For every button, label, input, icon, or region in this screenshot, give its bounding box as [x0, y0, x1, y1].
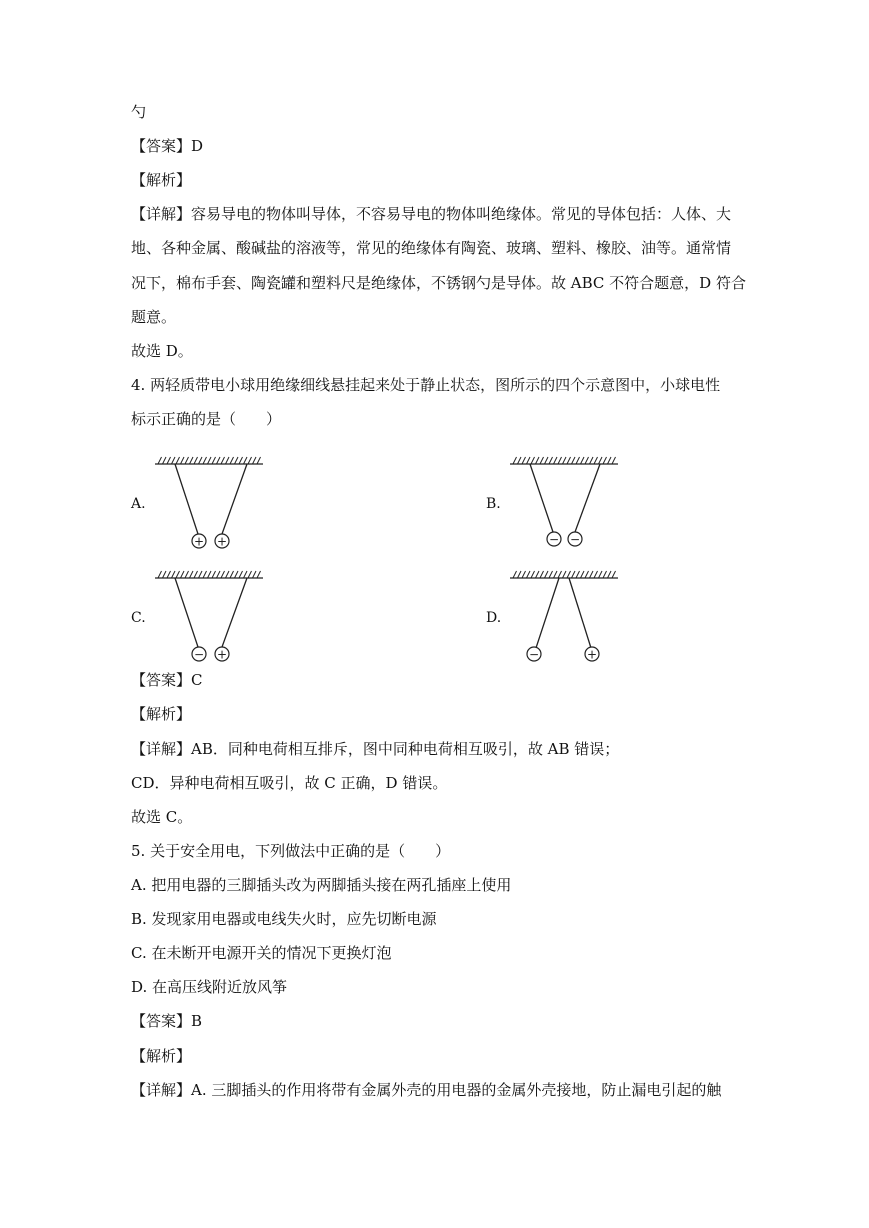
ceiling-hatch [513, 457, 616, 464]
text-line: 【答案】B [131, 1012, 203, 1030]
text-line: 【答案】C [131, 671, 203, 689]
figure-b [505, 452, 625, 552]
text-line: 【答案】D [131, 137, 204, 155]
ceiling-hatch [513, 571, 616, 578]
right-ball-sign: + [216, 534, 228, 549]
left-ball-sign: − [528, 647, 540, 662]
figure-a [150, 452, 270, 552]
ceiling-hatch [158, 457, 261, 464]
right-ball-sign: + [216, 647, 228, 662]
option-c-label: C. [131, 610, 146, 626]
right-ball-sign: − [569, 532, 581, 547]
text-line: 故选 D。 [131, 342, 193, 360]
left-ball-sign: − [548, 532, 560, 547]
text-line: 【解析】 [131, 705, 192, 723]
text-line: 【详解】容易导电的物体叫导体，不容易导电的物体叫绝缘体。常见的导体包括：人体、大 [131, 205, 732, 223]
text-line: C. 在未断开电源开关的情况下更换灯泡 [131, 944, 392, 962]
text-line: 况下，棉布手套、陶瓷罐和塑料尺是绝缘体，不锈钢勺是导体。故 ABC 不符合题意，D 符合 [131, 274, 746, 292]
text-line: 地、各种金属、酸碱盐的溶液等，常见的绝缘体有陶瓷、玻璃、塑料、橡胶、油等。通常情 [131, 239, 732, 257]
text-line: 故选 C。 [131, 808, 193, 826]
text-line: CD．异种电荷相互吸引，故 C 正确，D 错误。 [131, 774, 448, 792]
figure-d [505, 566, 625, 666]
text-line: 题意。 [131, 308, 177, 326]
text-line: 4. 两轻质带电小球用绝缘细线悬挂起来处于静止状态，图所示的四个示意图中，小球电性 [131, 376, 721, 394]
text-line: 【解析】 [131, 1047, 192, 1065]
left-ball-sign: − [193, 647, 205, 662]
ceiling-hatch [158, 571, 261, 578]
text-line: D. 在高压线附近放风筝 [131, 978, 288, 996]
text-line: 5. 关于安全用电，下列做法中正确的是（ ） [131, 842, 451, 860]
text-line: 【详解】A. 三脚插头的作用将带有金属外壳的用电器的金属外壳接地，防止漏电引起的触 [131, 1081, 722, 1099]
text-line: A. 把用电器的三脚插头改为两脚插头接在两孔插座上使用 [131, 876, 512, 894]
option-b-label: B. [486, 496, 501, 512]
left-ball-sign: + [193, 534, 205, 549]
right-ball-sign: + [586, 647, 598, 662]
text-line: 标示正确的是（ ） [131, 410, 282, 428]
text-line: B. 发现家用电器或电线失火时，应先切断电源 [131, 910, 437, 928]
option-a-label: A. [131, 496, 146, 512]
option-d-label: D. [486, 610, 502, 626]
text-line: 【详解】AB．同种电荷相互排斥，图中同种电荷相互吸引，故 AB 错误； [131, 740, 620, 758]
text-line: 【解析】 [131, 171, 192, 189]
figure-c [150, 566, 270, 666]
text-line: 勺 [131, 103, 147, 121]
